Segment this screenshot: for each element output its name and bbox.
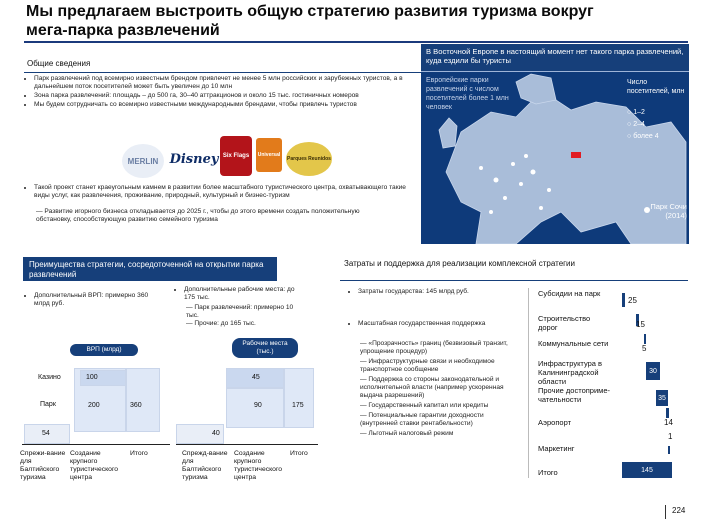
uk-island <box>439 118 457 148</box>
jobs-cat-2: Создание крупного туристического центра <box>234 450 283 481</box>
jobs-cat-3: Итого <box>290 450 308 457</box>
map-left-legend: Европейские парки развлечений с числом посетителей более 1 млн человек <box>426 77 509 111</box>
costs-header: Затраты и поддержка для реализации комплексной стратегии <box>340 257 688 281</box>
grp-val-park: 200 <box>88 402 100 409</box>
map-right-legend-title: Число посетителей, млн <box>627 79 685 95</box>
costs-divider <box>528 288 529 478</box>
benefits-grp-bullet <box>24 292 158 309</box>
grp-val-total: 360 <box>130 402 142 409</box>
general-info-header <box>24 56 421 73</box>
benefits-header: Преимущества стратегии, сосредоточенной на открытии парка развлечений <box>23 257 277 281</box>
park-dot <box>539 206 543 210</box>
legend-dot-icon: ○ <box>627 133 632 140</box>
costs-sub-3: — Поддержка со стороны законодательной и исполнительной власти (например ускоренная выдача разрешений) <box>360 376 504 399</box>
grp-pill: ВРП (млрд) <box>70 344 138 356</box>
cost-item-2: Строительство дорог <box>538 314 591 332</box>
map-legend-item-3: ○ более 4 <box>627 133 659 140</box>
general-bullet-3: • Мы будем сотрудничать со всемирно известными международными брендами, чтобы привлечь туристов <box>34 101 422 109</box>
jobs-sub-2: — Прочие: до 165 тыс. <box>186 320 256 327</box>
costs-sub-6: — Льготный налоговый режим <box>360 430 454 437</box>
legend-dot-icon: ○ <box>627 121 632 128</box>
cost-item-8: Итого <box>538 468 558 477</box>
map-header: В Восточной Европе в настоящий момент нет такого парка развлечений, куда ездили бы туристы <box>421 44 689 72</box>
cost-val-6: 14 <box>664 418 673 427</box>
costs-subs <box>360 340 520 438</box>
page-number: 224 <box>672 506 686 515</box>
grp-baseline <box>22 444 170 445</box>
jobs-pill: Рабочие места (тыс.) <box>232 338 298 358</box>
cost-item-6: Аэропорт <box>538 418 572 427</box>
cost-bar-1 <box>622 293 625 307</box>
general-subbullet: — Развитие игорного бизнеса откладывается до 2025 г., чтобы до этого времени создать положительную обстановку, способствующую развитию семейного туризма <box>36 208 360 223</box>
general-bullet-4: • Такой проект станет краеугольным камнем в развитии более масштабного туристического центра, охватывающего такие виды услуг, как развлечения, проживание, природный, культурный и бизнес-туризм <box>34 184 422 200</box>
cost-bar-5: 35 <box>656 390 668 406</box>
costs-bullets-2 <box>348 320 518 329</box>
cost-item-5: Прочие достоприме-чательности <box>538 386 610 404</box>
general-bullet-2: • Зона парка развлечений: площадь – до 500 га, 30–40 аттракционов и около 15 тыс. гостиничных номеров <box>34 92 422 100</box>
grp-val-lower: 54 <box>42 430 50 437</box>
cost-item-7: Маркетинг <box>538 444 575 453</box>
general-bullet-1: • Парк развлечений под всемирно известным брендом привлечет не менее 5 млн российских и зарубежных туристов, а в дальнейшем поток посетителей может быть увеличен до 10 млн <box>34 75 422 91</box>
jobs-val-top: 45 <box>252 374 260 381</box>
park-dot <box>503 196 507 200</box>
costs-sub-5: — Потенциальные гарантии доходности (внутренней ставки рентабельности) <box>360 412 484 427</box>
jobs-baseline <box>176 444 318 445</box>
logo-merlin: MERLIN <box>122 144 164 178</box>
cost-item-3: Коммунальные сети <box>538 339 609 348</box>
jobs-bullet: • Дополнительные рабочие места: до 175 тыс. <box>184 286 306 302</box>
grp-row-casino: Казино <box>38 374 61 381</box>
jobs-bar-itogo <box>284 368 314 428</box>
logo-universal: Universal <box>256 138 282 172</box>
grp-val-casino: 100 <box>86 374 98 381</box>
kaliningrad-region <box>571 152 581 158</box>
jobs-sub-1: — Парк развлечений: примерно 10 тыс. <box>186 304 294 319</box>
general-info-section <box>24 56 418 246</box>
costs-sub-1: — «Прозрачность» границ (безвизовый транзит, упрощение процедур) <box>360 340 508 355</box>
park-dot <box>494 178 499 183</box>
park-dot <box>479 166 483 170</box>
jobs-val-lower: 40 <box>212 430 220 437</box>
logo-disney: Disney <box>169 151 219 167</box>
cost-val-1: 25 <box>628 296 637 305</box>
costs-bullet-2: • Масштабная государственная поддержка <box>358 320 518 328</box>
jobs-val-total: 175 <box>292 402 304 409</box>
cost-bar-6 <box>666 408 669 418</box>
costs-sub-2: — Инфраструктурные связи и необходимое транспортное сообщение <box>360 358 495 373</box>
grp-cat-1: Спрежи-вание для Балтийского туризма <box>20 450 66 481</box>
park-dot <box>511 162 515 166</box>
costs-sub-4: — Государственный капитал или кредиты <box>360 402 489 409</box>
grp-cat-2: Создание крупного туристического центра <box>70 450 119 481</box>
cost-bar-4: 30 <box>646 362 660 380</box>
cost-bar-total: 145 <box>622 462 672 478</box>
grp-bar-itogo <box>126 368 160 432</box>
costs-bullet-1: • Затраты государства: 145 млрд руб. <box>358 288 486 296</box>
general-bullet-project <box>24 184 422 201</box>
cost-item-4: Инфраструктура в Калининградской области <box>538 359 603 386</box>
cost-item-1: Субсидии на парк <box>538 289 601 298</box>
cost-bar-3 <box>644 334 646 344</box>
park-dot <box>531 170 536 175</box>
jobs-cat-1: Спрежд-вание для Балтийского туризма <box>182 450 228 481</box>
map-legend-item-1: ○ 1–2 <box>627 109 645 116</box>
park-dot <box>547 188 551 192</box>
grp-bullet: • Дополнительный ВРП: примерно 360 млрд руб. <box>34 292 158 308</box>
general-bullets <box>24 75 422 110</box>
park-dot <box>524 154 528 158</box>
grp-row-park: Парк <box>40 401 56 408</box>
benefits-jobs-bullet <box>174 286 306 303</box>
costs-bullets-1 <box>348 288 486 297</box>
cost-val-2: 15 <box>636 320 645 329</box>
cost-bar-7 <box>668 446 670 454</box>
title-underline <box>24 41 688 43</box>
park-dot <box>489 210 493 214</box>
cost-val-7: 1 <box>668 432 673 441</box>
jobs-val-mid: 90 <box>254 402 262 409</box>
map-section <box>421 44 689 244</box>
legend-dot-icon: ○ <box>627 109 632 116</box>
page-title: Мы предлагаем выстроить общую стратегию развития туризма вокруг мега-парка развлечений <box>26 3 594 39</box>
logo-sixflags: Six Flags <box>220 136 252 176</box>
logo-parques-reunidos: Parques Reunidos <box>286 142 332 176</box>
page-number-divider <box>665 505 666 519</box>
park-dot <box>519 182 523 186</box>
scandinavia <box>516 74 556 104</box>
map-legend-item-2: ○ 2–4 <box>627 121 645 128</box>
general-info-title: Общие сведения <box>27 59 91 68</box>
grp-cat-3: Итого <box>130 450 148 457</box>
europe-landmass <box>446 100 686 244</box>
sochi-label: Парк Сочи (2014) <box>650 202 687 220</box>
cost-val-3: 5 <box>642 344 647 353</box>
